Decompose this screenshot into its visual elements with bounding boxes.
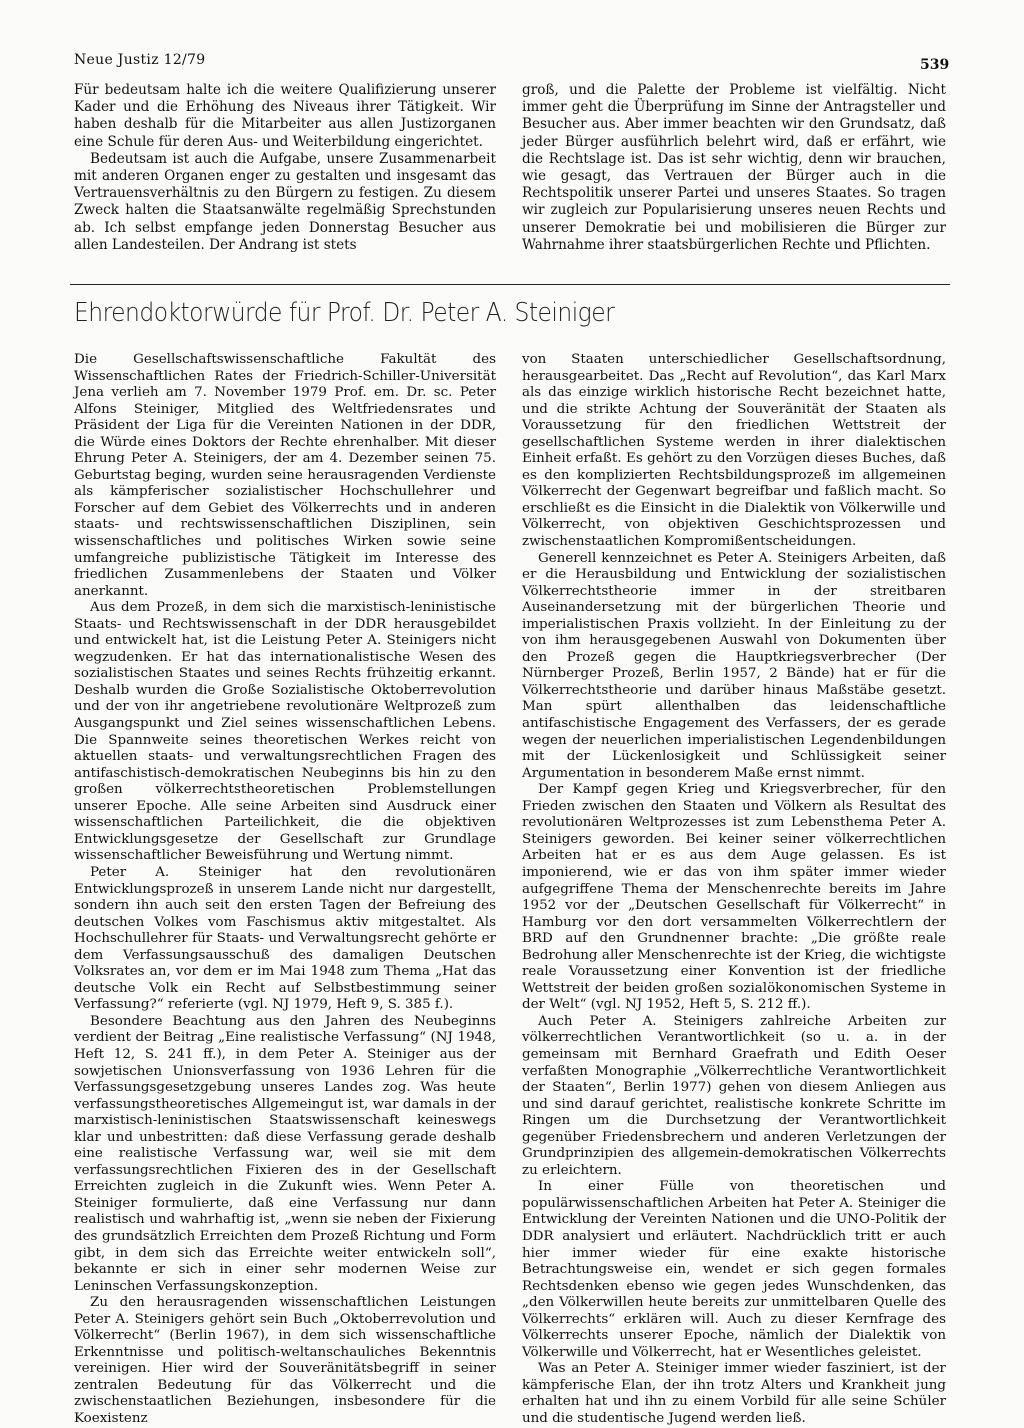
paragraph: Der Kampf gegen Krieg und Kriegsverbrecher, für den Frieden zwischen den Staaten und Völkern als Resultat des revolutionären Weltprozesses ist zum Lebensthema Peter A. Steinigers geworden. Bei keiner seiner völkerrechtlichen Arbeiten hat er es aus dem Auge gelassen. Es ist imponierend, wie er das von ihm später immer wieder aufgegriffene Thema der Menschenrechte bereits im Jahre 1952 vor der „Deutschen Gesellschaft für Völkerrecht“ in Hamburg vor den dort versammelten Völkerrechtlern der BRD auf den Grundnenner brachte: „Die größte reale Bedrohung aller Menschenrechte ist der Krieg, die wichtigste reale Voraussetzung einer Konvention ist der friedliche Wettstreit der beiden großen sozialökonomischen Systeme in der Welt“ (vgl. NJ 1952, Heft 5, S. 212 ff.). [522,782,946,1013]
previous-article-right-column [522,82,946,254]
section-divider [70,284,950,285]
article-left-column [74,352,496,1428]
paragraph: von Staaten unterschiedlicher Gesellschaftsordnung, herausgearbeitet. Das „Recht auf Revolution“, das Karl Marx als das einzige wirklich historische Recht bezeichnet hatte, und die strikte Achtung der Souveränität der Staaten als Voraussetzung für den friedlichen Wettstreit der gesellschaftlichen Systeme werden in ihrer dialektischen Einheit erfaßt. Es gehört zu den Vorzügen dieses Buches, daß es den komplizierten Rechtsbildungsprozeß im allgemeinen Völkerrecht der Gegenwart begreifbar und faßlich macht. So erschließt es die Einsicht in die Dialektik von Völkerwille und Völkerrecht, von objektiven Geschichtsprozessen und zwischenstaatlichen Kompromißentscheidungen. [522,352,946,550]
paragraph: Auch Peter A. Steinigers zahlreiche Arbeiten zur völkerrechtlichen Verantwortlichkeit (so u. a. in der gemeinsam mit Bernhard Graefrath und Edith Oeser verfaßten Monographie „Völkerrechtliche Verantwortlichkeit der Staaten“, Berlin 1977) gehen von diesem Anliegen aus und sind darauf gerichtet, realistische konkrete Schritte im Ringen um die Durchsetzung der Verantwortlichkeit gegenüber Friedensbrechern und anderen Verletzungen der Grundprinzipien des allgemein-demokratischen Völkerrechts zu erleichtern. [522,1013,946,1178]
paragraph: Zu den herausragenden wissenschaftlichen Leistungen Peter A. Steinigers gehört sein Buch „Oktoberrevolution und Völkerrecht“ (Berlin 1967), in dem sich wissenschaftliche Erkenntnisse und politisch-weltanschauliches Bekenntnis vereinigen. Hier wird der Souveränitätsbegriff in seiner zentralen Bedeutung für das Völkerrecht und die zwischenstaatlichen Beziehungen, insbesondere für die Koexistenz [74,1295,496,1426]
article-title: Ehrendoktorwürde für Prof. Dr. Peter A. Steiniger [74,298,615,328]
paragraph: Was an Peter A. Steiniger immer wieder fasziniert, ist der kämpferische Elan, der ihn trotz Alters und Krankheit jung erhalten hat und ihn zu einem Vorbild für alle seine Schüler und die studentische Jugend werden ließ. [522,1361,946,1426]
paragraph: Aus dem Prozeß, in dem sich die marxistisch-leninistische Staats- und Rechtswissenschaft in der DDR herausgebildet und entwickelt hat, ist die Leistung Peter A. Steinigers nicht wegzudenken. Er hat das internationalistische Wesen des sozialistischen Staates und seines Rechts frühzeitig erkannt. Deshalb wurden die Große Sozialistische Oktoberrevolution und der von ihr angetriebene revolutionäre Weltprozeß zum Ausgangspunkt und Ziel seines wissenschaftlichen Lebens. Die Spannweite seines theoretischen Werkes reicht von aktuellen staats- und verwaltungsrechtlichen Fragen des antifaschistisch-demokratischen Neubeginns bis hin zu den großen völkerrechtstheoretischen Problemstellungen unserer Epoche. Alle seine Arbeiten sind Ausdruck einer wissenschaftlichen Parteilichkeit, die die objektiven Entwicklungsgesetze der Gesellschaft zur Grundlage wissenschaftlicher Beweisführung und Wertung nimmt. [74,600,496,864]
paragraph: Generell kennzeichnet es Peter A. Steinigers Arbeiten, daß er die Herausbildung und Entwicklung der sozialistischen Völkerrechtstheorie immer in der streitbaren Auseinandersetzung mit der bürgerlichen Theorie und imperialistischen Praxis vollzieht. In der Einleitung zu der von ihm herausgegebenen Auswahl von Dokumenten über den Prozeß gegen die Hauptkriegsverbrecher (Der Nürnberger Prozeß, Berlin 1957, 2 Bände) hat er für die Völkerrechtstheorie und darüber hinaus Maßstäbe gesetzt. Man spürt allenthalben das leidenschaftliche antifaschistische Engagement des Verfassers, der es gerade wegen der neuerlichen imperialistischen Legendenbildungen mit der Lückenlosigkeit und Schlüssigkeit seiner Argumentation in besonderem Maße ernst nimmt. [522,550,946,781]
paragraph: groß, und die Palette der Probleme ist vielfältig. Nicht immer geht die Überprüfung im Sinne der Antragsteller und Besucher aus. Aber immer beachten wir den Grundsatz, daß jeder Bürger ausführlich belehrt wird, daß er erfährt, wie die Rechtslage ist. Das ist sehr wichtig, denn wir brauchen, wie gesagt, das Vertrauen der Bürger auch in die Rechtspolitik unserer Partei und unseres Staates. So tragen wir zugleich zur Popularisierung unseres neuen Rechts und unserer Demokratie bei und mobilisieren die Bürger zur Wahrnahme ihrer staatsbürgerlichen Rechte und Pflichten. [522,82,946,253]
article-right-column [522,352,946,1428]
journal-issue: Neue Justiz 12/79 [74,52,206,68]
paragraph: Bedeutsam ist auch die Aufgabe, unsere Zusammenarbeit mit anderen Organen enger zu gestalten und insgesamt das Vertrauensverhältnis zu den Bürgern zu festigen. Zu diesem Zweck halten die Staatsanwälte regelmäßig Sprechstunden ab. Ich selbst empfange jeden Donnerstag Besucher aus allen Landesteilen. Der Andrang ist stets [74,150,496,253]
paragraph: Peter A. Steiniger hat den revolutionären Entwicklungsprozeß in unserem Lande nicht nur dargestellt, sondern ihn auch seit den ersten Tagen der Befreiung des deutschen Volkes vom Faschismus aktiv mitgestaltet. Als Hochschullehrer für Staats- und Verwaltungsrecht gehörte er dem Verfassungsausschuß des damaligen Deutschen Volksrates an, vor dem er im Mai 1948 zum Thema „Hat das deutsche Volk ein Recht auf Selbstbestimmung seiner Verfassung?“ referierte (vgl. NJ 1979, Heft 9, S. 385 f.). [74,864,496,1013]
paragraph: Die Gesellschaftswissenschaftliche Fakultät des Wissenschaftlichen Rates der Friedrich-Schiller-Universität Jena verlieh am 7. November 1979 Prof. em. Dr. sc. Peter Alfons Steiniger, Mitglied des Weltfriedensrates und Präsident der Liga für die Vereinten Nationen in der DDR, die Würde eines Doktors der Rechte ehrenhalber. Mit dieser Ehrung Peter A. Steinigers, der am 4. Dezember seinen 75. Geburtstag beging, wurden seine herausragenden Verdienste als kämpferischer sozialistischer Hochschullehrer und Forscher auf dem Gebiet des Völkerrechts und in anderen staats- und rechtswissenschaftlichen Disziplinen, sein wissenschaftliches und politisches Wirken sowie seine umfangreiche publizistische Tätigkeit im Interesse des friedlichen Zusammenlebens der Staaten und Völker anerkannt. [74,352,496,599]
paragraph: Besondere Beachtung aus den Jahren des Neubeginns verdient der Beitrag „Eine realistische Verfassung“ (NJ 1948, Heft 12, S. 241 ff.), in dem Peter A. Steiniger aus der sowjetischen Unionsverfassung von 1936 Lehren für die Verfassungsgesetzgebung unseres Landes zog. Was heute verfassungstheoretisches Allgemeingut ist, war damals in der marxistisch-leninistischen Staatswissenschaft keineswegs klar und unbestritten: daß diese Verfassung gerade deshalb eine realistische Verfassung war, weil sie mit dem verfassungsrechtlichen Fixieren des in der Gesellschaft Erreichten zugleich in die Zukunft wies. Wenn Peter A. Steiniger formulierte, daß eine Verfassung nur dann realistisch und wahrhaftig ist, „wenn sie neben der Fixierung des grundsätzlich Erreichten dem Prozeß Richtung und Form gibt, in dem sich das Erreichte weiter entwickeln soll“, bekannte er sich in einer sehr modernen Weise zur Leninschen Verfassungskonzeption. [74,1013,496,1294]
previous-article-left-column [74,82,496,254]
paragraph: Für bedeutsam halte ich die weitere Qualifizierung unserer Kader und die Erhöhung des Niveaus ihrer Tätigkeit. Wir haben deshalb für die Mitarbeiter aus allen Justizorganen eine Schule für deren Aus- und Weiterbildung eingerichtet. [74,82,496,150]
page-number: 539 [920,57,950,73]
paragraph: In einer Fülle von theoretischen und populärwissenschaftlichen Arbeiten hat Peter A. Steiniger die Entwicklung der Vereinten Nationen und die UNO-Politik der DDR analysiert und erläutert. Nachdrücklich tritt er auch hier immer wieder für eine exakte historische Betrachtungsweise ein, wendet er sich gegen formales Rechtsdenken ebenso wie gegen jedes Wunschdenken, das „den Völkerwillen heute bereits zur unmittelbaren Quelle des Völkerrechts“ erklären will. Auch zu dieser Kernfrage des Völkerrechts unserer Epoche, nämlich der Dialektik von Völkerwille und Völkerrecht, hat er Wesentliches geleistet. [522,1179,946,1360]
